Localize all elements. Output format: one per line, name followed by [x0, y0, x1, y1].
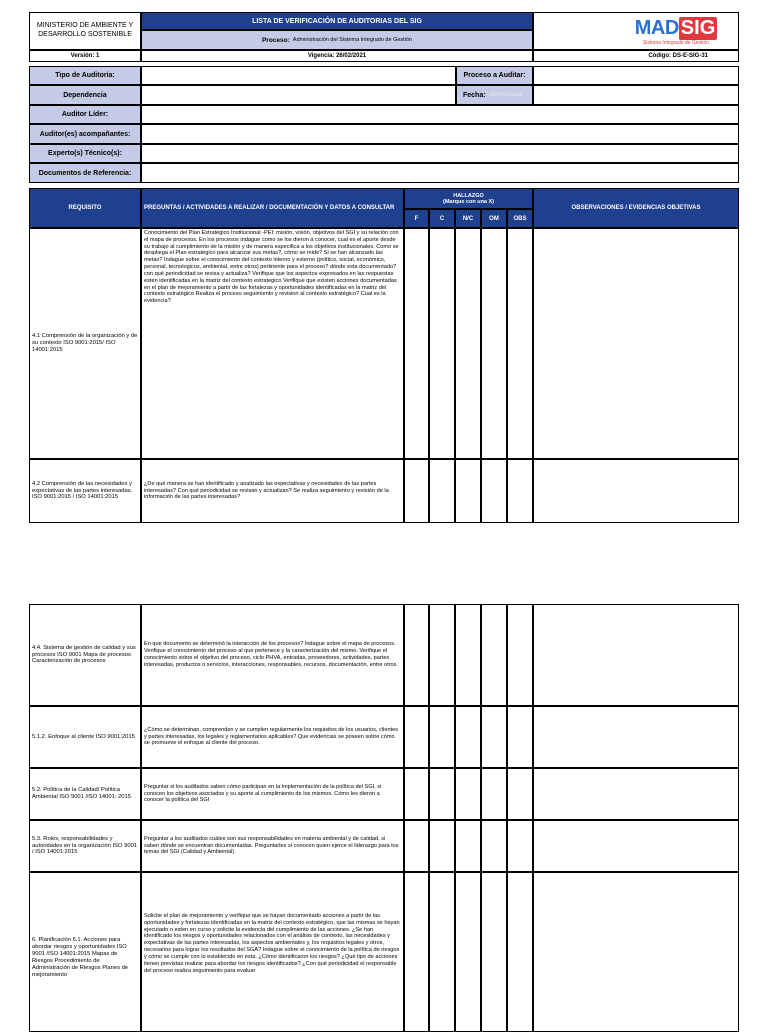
- technical-experts-field[interactable]: [141, 144, 739, 163]
- finding-obs-checkbox[interactable]: [507, 604, 533, 706]
- requirement-cell: 4.2 Comprensión de las necesidades y expectativas de las partes interesadas. ISO 9001:2015 / ISO 14001:2015: [29, 459, 141, 523]
- finding-f-checkbox[interactable]: [404, 768, 429, 820]
- finding-title: HALLAZGO: [453, 192, 484, 199]
- finding-obs-checkbox[interactable]: [507, 459, 533, 523]
- observations-field[interactable]: [533, 228, 739, 459]
- finding-f-checkbox[interactable]: [404, 872, 429, 1032]
- finding-c-checkbox[interactable]: [429, 768, 455, 820]
- process-label: Proceso:: [261, 36, 290, 44]
- finding-c-checkbox[interactable]: [429, 459, 455, 523]
- finding-f-checkbox[interactable]: [404, 820, 429, 872]
- requirement-cell: 6. Planificación 6.1. Acciones para abordar riesgos y oportunidades ISO 9001 /ISO 14001:2015 Mapas de Riesgos Procedimiento de Administración de Riesgos Planes de mejoramiento: [29, 872, 141, 1032]
- requirement-cell: 4.1 Comprensión de la organización y de su contexto ISO 9001:2015/ ISO 14001:2015: [29, 228, 141, 459]
- requirement-cell: 5.2. Política de la Calidad/ Política Ambiental ISO 9001 /ISO 14001: 2015: [29, 768, 141, 820]
- finding-c-checkbox[interactable]: [429, 820, 455, 872]
- requirement-cell: 5.1.2. Enfoque al cliente ISO 9001:2015: [29, 706, 141, 768]
- questions-cell: En que documento se determinó la interacción de los procesos? Indague sobre el mapa de procesos. Verifique el conocimiento del proceso al que pertenece y la caracterización del mismo. Verifique el conocimiento sobre el objetivo del proceso, ciclo PHVA, entradas, proveedores, actividades, partes interesadas, productos o servicios, interacciones, responsables, recursos, documentación, entre otros.: [141, 604, 404, 706]
- validity: Vigencia: 26/02/2021: [141, 50, 533, 62]
- questions-cell: Preguntar a los auditados cuáles son sus responsabilidades en materia ambiental y de calidad, si saben dónde se encuentran documentadas. Preguntarles si conocen quien ejerce el liderazgo para los temas del SGI (Calidad y Ambiental): [141, 820, 404, 872]
- observations-field[interactable]: [533, 706, 739, 768]
- finding-c-checkbox[interactable]: [429, 872, 455, 1032]
- lead-auditor-field[interactable]: [141, 105, 739, 124]
- finding-nc-checkbox[interactable]: [455, 604, 481, 706]
- col-header-om: OM: [481, 209, 507, 228]
- finding-f-checkbox[interactable]: [404, 706, 429, 768]
- code: Código: DS-E-SIG-31: [533, 50, 739, 62]
- finding-obs-checkbox[interactable]: [507, 228, 533, 459]
- finding-obs-checkbox[interactable]: [507, 768, 533, 820]
- observations-field[interactable]: [533, 820, 739, 872]
- reference-documents-label: Documentos de Referencia:: [29, 163, 141, 183]
- dependency-field[interactable]: [141, 85, 456, 105]
- col-header-c: C: [429, 209, 455, 228]
- finding-obs-checkbox[interactable]: [507, 706, 533, 768]
- finding-nc-checkbox[interactable]: [455, 459, 481, 523]
- observations-field[interactable]: [533, 768, 739, 820]
- reference-documents-field[interactable]: [141, 163, 739, 183]
- madsig-logo: [533, 12, 739, 50]
- process-to-audit-field[interactable]: [533, 66, 739, 85]
- date-label: Fecha:: [463, 91, 486, 99]
- accompanying-auditors-label: Auditor(es) acompañantes:: [29, 124, 141, 144]
- process-to-audit-label: Proceso a Auditar:: [456, 66, 533, 85]
- observations-field[interactable]: [533, 872, 739, 1032]
- observations-field[interactable]: [533, 459, 739, 523]
- finding-f-checkbox[interactable]: [404, 459, 429, 523]
- finding-om-checkbox[interactable]: [481, 706, 507, 768]
- finding-obs-checkbox[interactable]: [507, 872, 533, 1032]
- finding-nc-checkbox[interactable]: [455, 706, 481, 768]
- finding-f-checkbox[interactable]: [404, 228, 429, 459]
- technical-experts-label: Experto(s) Técnico(s):: [29, 144, 141, 163]
- finding-c-checkbox[interactable]: [429, 604, 455, 706]
- date-placeholder[interactable]: dd/mm/aaaa: [488, 92, 522, 98]
- finding-om-checkbox[interactable]: [481, 459, 507, 523]
- process-line: [141, 30, 533, 50]
- finding-c-checkbox[interactable]: [429, 228, 455, 459]
- col-header-finding: [404, 188, 533, 209]
- version: Versión: 1: [29, 50, 141, 62]
- col-header-f: F: [404, 209, 429, 228]
- requirement-cell: 5.3. Roles, responsabilidades y autoridades en la organización ISO 9001 / ISO 14001:2015: [29, 820, 141, 872]
- document-title: LISTA DE VERIFICACIÓN DE AUDITORIAS DEL SIG: [141, 12, 533, 30]
- observations-field[interactable]: [533, 604, 739, 706]
- questions-cell: Conocimiento del Plan Estratégico Institucional -PEI: misión, visión, objetivos del SGI y su relación con el mapa de procesos. En los procesos indague como se los dieron a conocer, cual es el aporte desde su trabajo al cumplimiento de la misión y de manera especifica a los objetivos institucionales. Como se despliega el Plan estratégico para alcanzar sus metas?, cómo se mide? Si se han alcanzado las metas? Indague sobre el conocimiento del contexto interno y externo (político, social, económico, personal, tecnologicos, ambiental, entre otros) pertinente para el proceso? dónde esta documentado? con qué periodicidad se revisa y actualiza? Verifique que los aspectos expresados en las respuestas estén identificadas en la matriz del contexto estrategico Verifique que existen acciones documentadas en el plan de mejoramiento a partir de las fortalezas y oportunidades identificadas en la matriz del contexto estratégico Realiza el proceso seguimiento y revision al contexto estratégico? Cual es la evidencia?: [141, 228, 404, 459]
- finding-om-checkbox[interactable]: [481, 820, 507, 872]
- questions-cell: Preguntar si los auditados saben cómo participan en la implementación de la política del SGI, si conocen los objetivos asociados y su aporte al cumplimiento de los mismos. Cómo les dieron a conocer la política del SGI: [141, 768, 404, 820]
- requirement-cell: 4.4. Sistema de gestión de calidad y sus procesos ISO 9001 Mapa de procesos Caracterización de procesos: [29, 604, 141, 706]
- audit-type-field[interactable]: [141, 66, 456, 85]
- lead-auditor-label: Auditor Líder:: [29, 105, 141, 124]
- dependency-label: Dependencia: [29, 85, 141, 105]
- questions-cell: ¿Cómo se determinan, comprenden y se cumplen regularmente los requisitos de los usuarios, clientes y partes interesadas, los legales y reglamentarios aplicables? Que evidencias se poseen sobre cómo se promueve el enfoque al cliente del proceso.: [141, 706, 404, 768]
- finding-om-checkbox[interactable]: [481, 768, 507, 820]
- questions-cell: Solicite el plan de mejoramiento y verifique que se hayan documentado acciones a partir de las oportunidades y fortalezas identificadas en la matriz del contexto estratégico, que las mismas se hayan ejecutado o esten en curso y solicite la evidencia del cumplimiento de las acciones. ¿Se han identificado los riesgos y oportunidades relacionados con el análisis de contexto, las necesidades y expectativas de las partes interesadas, los aspectos ambientales y, los requisitos legales y otros, necesarios para lograr los resultados del SGA? Indague sobre el conocimiento de la política de riesgos y cómo se cumple con lo establecido en esta. ¿Cómo identificaron los riesgos? ¿Qué tipo de acciones tienen previstas realizar para abordar los riesgos identificados? ¿Con qué periodicidad el responsable del proceso realiza seguimiento para evaluar: [141, 872, 404, 1032]
- finding-nc-checkbox[interactable]: [455, 768, 481, 820]
- col-header-nc: N/C: [455, 209, 481, 228]
- col-header-questions: PREGUNTAS / ACTIVIDADES A REALIZAR / DOCUMENTACIÓN Y DATOS A CONSULTAR: [141, 188, 404, 228]
- audit-type-label: Tipo de Auditoría:: [29, 66, 141, 85]
- questions-cell: ¿De qué manera se han identificado y analizado las expectativas y necesidades de las partes interesadas? Con qué periodicidad se revisan y actualizan? Se realiza seguimiento y revisión de la información de las partes interesadas?: [141, 459, 404, 523]
- finding-om-checkbox[interactable]: [481, 604, 507, 706]
- date-extra-field[interactable]: [533, 85, 739, 105]
- finding-f-checkbox[interactable]: [404, 604, 429, 706]
- finding-nc-checkbox[interactable]: [455, 228, 481, 459]
- logo-tagline: Sistema Integrado de Gestión: [642, 39, 710, 46]
- accompanying-auditors-field[interactable]: [141, 124, 739, 144]
- logo-sig-text: SIG: [680, 16, 716, 39]
- finding-nc-checkbox[interactable]: [455, 872, 481, 1032]
- col-header-requirement: REQUISITO: [29, 188, 141, 228]
- finding-c-checkbox[interactable]: [429, 706, 455, 768]
- finding-om-checkbox[interactable]: [481, 228, 507, 459]
- col-header-observations: OBSERVACIONES / EVIDENCIAS OBJETIVAS: [533, 188, 739, 228]
- finding-subtitle: (Marque con una X): [442, 198, 495, 205]
- process-value: Administración del Sistema Integrado de Gestión: [292, 37, 413, 43]
- col-header-obs: OBS: [507, 209, 533, 228]
- logo-mad-text: MAD: [634, 16, 679, 39]
- ministry-name: MINISTERIO DE AMBIENTE Y DESARROLLO SOSTENIBLE: [29, 12, 141, 50]
- finding-nc-checkbox[interactable]: [455, 820, 481, 872]
- finding-om-checkbox[interactable]: [481, 872, 507, 1032]
- date-label-cell: [456, 85, 533, 105]
- finding-obs-checkbox[interactable]: [507, 820, 533, 872]
